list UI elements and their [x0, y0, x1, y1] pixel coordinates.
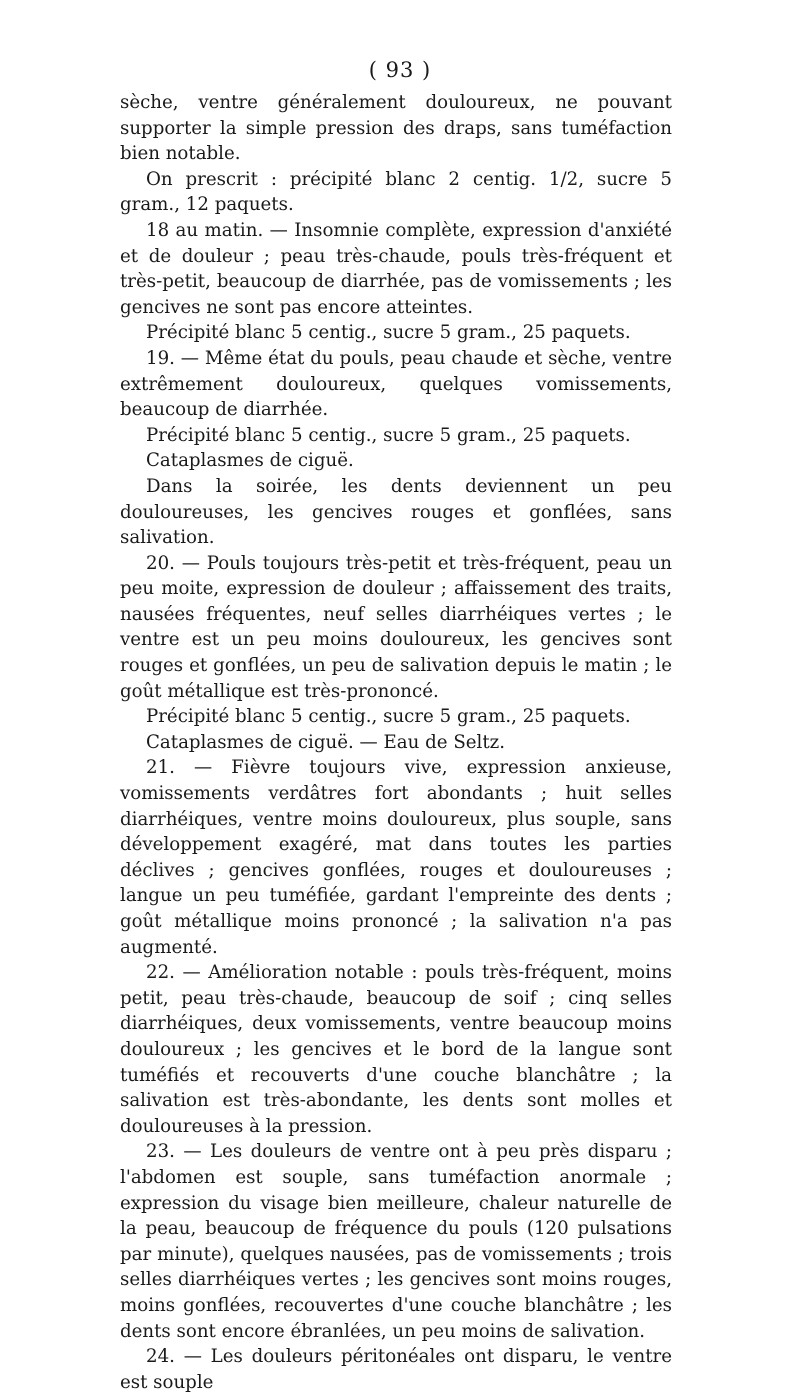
paragraph: 22. — Amélioration notable : pouls très-fréquent, moins petit, peau très-chaude, beaucoup de soif ; cinq selles diarrhéiques, deux vomissements, ventre beaucoup moins douloureux ; les gencives et le bord de la langue sont tuméfiés et recouverts d'une couche blanchâtre ; la salivation est très-abondante, les dents sont molles et douloureuses à la pression. — [120, 962, 672, 1137]
paragraph: 20. — Pouls toujours très-petit et très-fréquent, peau un peu moite, expression de douleur ; affaissement des traits, nausées fréquentes, neuf selles diarrhéiques vertes ; le ventre est un peu moins douloureux, les gencives sont rouges et gonflées, un peu de salivation depuis le matin ; le goût métallique est très-prononcé. — [120, 552, 672, 702]
paragraph: 21. — Fièvre toujours vive, expression anxieuse, vomissements verdâtres fort abondants ; huit selles diarrhéiques, ventre moins douloureux, plus souple, sans développement exagéré, mat dans toutes les parties déclives ; gencives gonflées, rouges et douloureuses ; langue un peu tuméfiée, gardant l'empreinte des dents ; goût métallique moins prononcé ; la salivation n'a pas augmenté. — [120, 757, 672, 958]
paragraph: sèche, ventre généralement douloureux, ne pouvant supporter la simple pression des draps, sans tuméfaction bien notable. — [120, 92, 672, 165]
paragraph: Précipité blanc 5 centig., sucre 5 gram., 25 paquets. — [146, 706, 631, 728]
paragraph: 23. — Les douleurs de ventre ont à peu près disparu ; l'abdomen est souple, sans tuméfaction anormale ; expression du visage bien meilleure, chaleur naturelle de la peau, beaucoup de fréquence du pouls (120 pulsations par minute), quelques nausées, pas de vomissements ; trois selles diarrhéiques vertes ; les gencives sont moins rouges, moins gonflées, recouvertes d'une couche blanchâtre ; les dents sont encore ébranlées, un peu moins de salivation. — [120, 1141, 672, 1342]
paragraph: 19. — Même état du pouls, peau chaude et sèche, ventre extrêmement douloureux, quelques vomissements, beaucoup de diarrhée. — [120, 347, 672, 421]
page-number: ( 93 ) — [368, 58, 432, 82]
paragraph: Dans la soirée, les dents deviennent un peu douloureuses, les gencives rouges et gonflées, sans salivation. — [120, 475, 672, 549]
paragraph: 24. — Les douleurs péritonéales ont disparu, le ventre est souple — [120, 1346, 672, 1393]
paragraph: On prescrit : précipité blanc 2 centig. 1/2, sucre 5 gram., 12 paquets. — [120, 168, 672, 216]
body-text — [120, 90, 672, 1395]
paragraph: 18 au matin. — Insomnie complète, expression d'anxiété et de douleur ; peau très-chaude, pouls très-fréquent et très-petit, beaucoup de diarrhée, pas de vomissements ; les gencives ne sont pas encore atteintes. — [120, 219, 672, 318]
paragraph: Cataplasmes de ciguë. — [146, 450, 354, 472]
paragraph: Précipité blanc 5 centig., sucre 5 gram., 25 paquets. — [146, 322, 631, 344]
paragraph: Précipité blanc 5 centig., sucre 5 gram., 25 paquets. — [146, 424, 631, 446]
paragraph: Cataplasmes de ciguë. — Eau de Seltz. — [146, 731, 506, 753]
